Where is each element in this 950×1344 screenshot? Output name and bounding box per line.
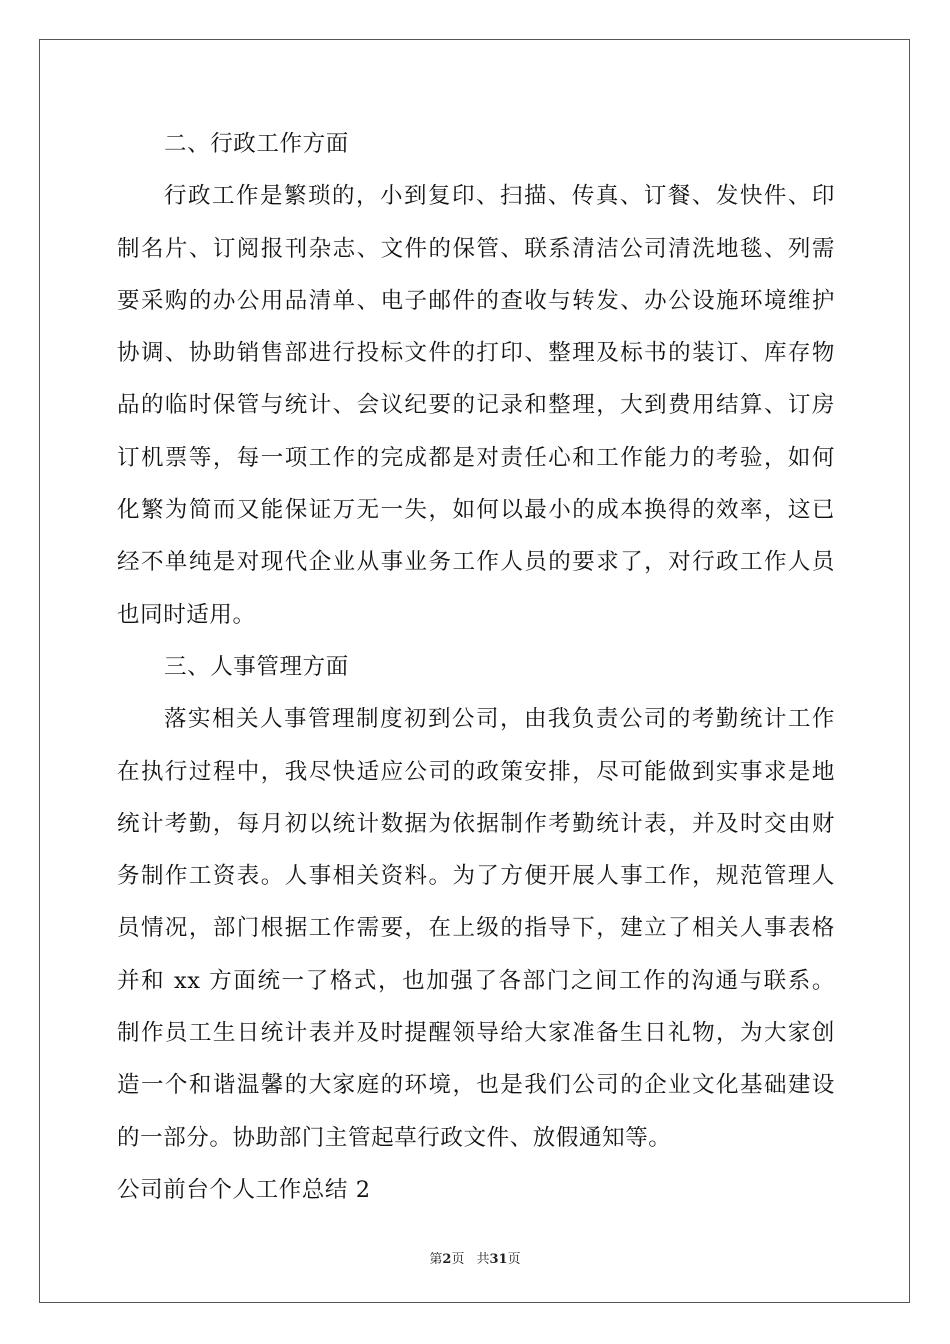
paragraph-line: 并和 xx 方面统一了格式，也加强了各部门之间工作的沟通与联系。 bbox=[117, 967, 835, 994]
paragraph-line: 在执行过程中，我尽快适应公司的政策安排，尽可能做到实事求是地 bbox=[117, 758, 835, 785]
total-unit: 页 bbox=[507, 1252, 521, 1267]
paragraph-line: 订机票等，每一项工作的完成都是对责任心和工作能力的考验，如何 bbox=[117, 444, 835, 471]
page-footer bbox=[0, 1248, 950, 1267]
section-heading-admin: 二、行政工作方面 bbox=[164, 131, 349, 157]
paragraph-line: 也同时适用。 bbox=[117, 601, 256, 628]
page-unit: 页 bbox=[451, 1252, 465, 1267]
section-heading-hr: 三、人事管理方面 bbox=[164, 653, 349, 680]
paragraph-line: 制作员工生日统计表并及时提醒领导给大家准备生日礼物，为大家创 bbox=[117, 1020, 835, 1047]
total-pages: 31 bbox=[489, 1252, 508, 1267]
paragraph-line: 的一部分。协助部门主管起草行政文件、放假通知等。 bbox=[117, 1124, 672, 1151]
page-number: 2 bbox=[442, 1252, 452, 1267]
paragraph-line: 落实相关人事管理制度初到公司，由我负责公司的考勤统计工作 bbox=[164, 706, 835, 733]
paragraph-line: 员情况，部门根据工作需要，在上级的指导下，建立了相关人事表格 bbox=[117, 915, 835, 942]
paragraph-line: 化繁为简而又能保证万无一失，如何以最小的成本换得的效率，这已 bbox=[117, 497, 835, 524]
paragraph-line: 要采购的办公用品清单、电子邮件的查收与转发、办公设施环境维护 bbox=[117, 287, 835, 314]
paragraph-line: 品的临时保管与统计、会议纪要的记录和整理，大到费用结算、订房 bbox=[117, 392, 835, 419]
paragraph-line: 统计考勤，每月初以统计数据为依据制作考勤统计表，并及时交由财 bbox=[117, 810, 835, 837]
paragraph-line: 制名片、订阅报刊杂志、文件的保管、联系清洁公司清洗地毯、列需 bbox=[117, 235, 835, 262]
paragraph-line: 造一个和谐温馨的大家庭的环境，也是我们公司的企业文化基础建设 bbox=[117, 1072, 835, 1099]
paragraph-line: 经不单纯是对现代企业从事业务工作人员的要求了，对行政工作人员 bbox=[117, 549, 835, 576]
total-prefix: 共 bbox=[476, 1252, 490, 1267]
document-body bbox=[117, 118, 835, 1216]
next-section-title: 公司前台个人工作总结 2 bbox=[117, 1176, 371, 1203]
paragraph-line: 行政工作是繁琐的，小到复印、扫描、传真、订餐、发快件、印 bbox=[164, 183, 835, 210]
paragraph-line: 协调、协助销售部进行投标文件的打印、整理及标书的装订、库存物 bbox=[117, 340, 835, 367]
paragraph-line: 务制作工资表。人事相关资料。为了方便开展人事工作，规范管理人 bbox=[117, 863, 835, 890]
page-prefix: 第 bbox=[429, 1252, 443, 1267]
